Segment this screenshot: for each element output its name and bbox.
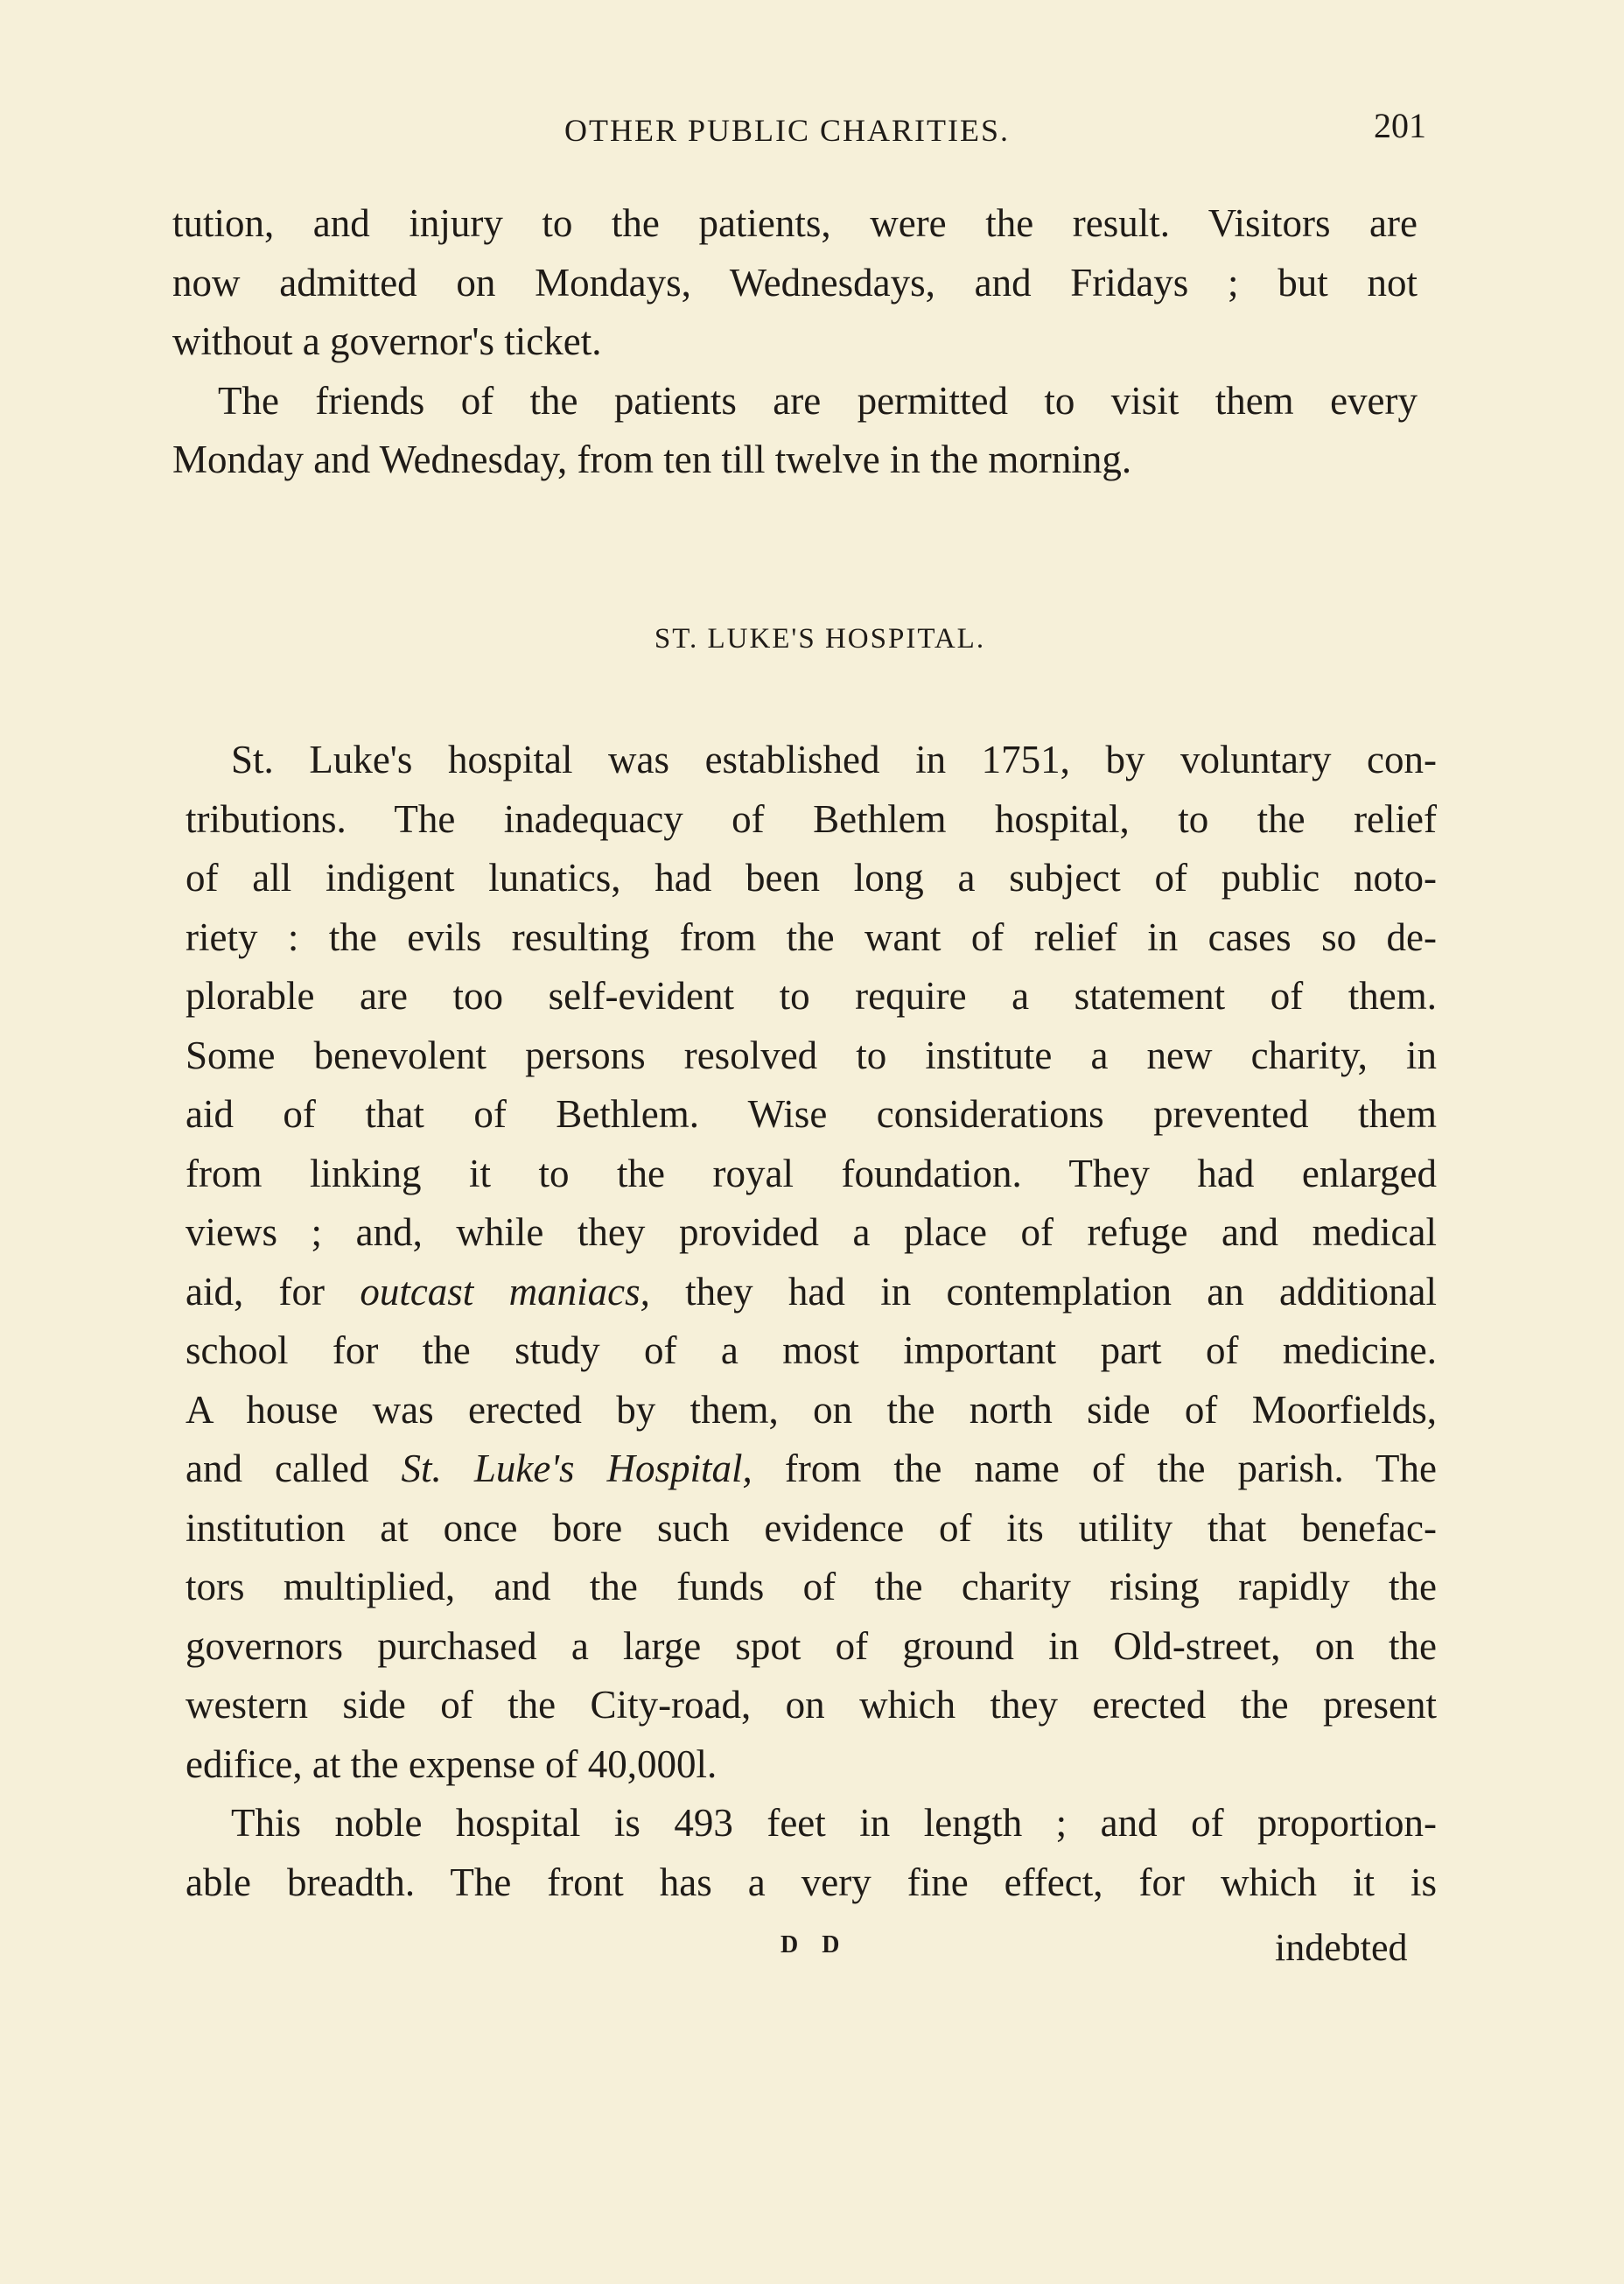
text-line: A house was erected by them, on the north side of Moorfields, — [186, 1387, 1437, 1432]
text-line: edifice, at the expense of 40,000l. — [186, 1741, 718, 1786]
text-line: tributions. The inadequacy of Bethlem hospital, to the relief — [186, 796, 1437, 841]
text-segment: aid, for — [186, 1269, 360, 1314]
page-number: 201 — [1374, 106, 1426, 145]
italic-phrase: outcast maniacs, — [360, 1269, 650, 1314]
text-line: of all indigent lunatics, had been long a subject of public noto- — [186, 856, 1437, 900]
signature-mark: D D — [780, 1931, 849, 1958]
text-line: The friends of the patients are permitted to visit them every — [218, 378, 1418, 423]
catchword: indebted — [1275, 1926, 1408, 1969]
text-line — [186, 1440, 1437, 1499]
text-line: without a governor's ticket. — [172, 319, 602, 363]
text-line: riety : the evils resulting from the want of relief in cases so de- — [186, 914, 1437, 959]
text-line: governors purchased a large spot of ground in Old-street, on the — [186, 1623, 1437, 1668]
text-line — [186, 1263, 1437, 1322]
text-segment: from the name of the parish. The — [752, 1447, 1437, 1490]
text-line: able breadth. The front has a very fine effect, for which it is — [186, 1860, 1437, 1904]
running-head-title: OTHER PUBLIC CHARITIES. — [564, 113, 1011, 148]
text-line: Some benevolent persons resolved to institute a new charity, in — [186, 1033, 1437, 1077]
text-line: views ; and, while they provided a place of refuge and medical — [186, 1210, 1437, 1254]
text-line: now admitted on Mondays, Wednesdays, and Fridays ; but not — [172, 260, 1418, 305]
text-segment: and called — [186, 1447, 402, 1490]
text-segment: they had in contemplation an additional — [649, 1269, 1437, 1314]
text-line: plorable are too self-evident to require a statement of them. — [186, 974, 1437, 1018]
text-line: This noble hospital is 493 feet in length ; and of proportion- — [231, 1801, 1437, 1845]
text-line: aid of that of Bethlem. Wise considerations prevented them — [186, 1092, 1437, 1136]
running-head — [175, 106, 1426, 156]
text-line: St. Luke's hospital was established in 1751, by voluntary con- — [231, 738, 1437, 781]
st-lukes-paragraph-block — [186, 731, 1437, 1912]
text-line: tors multiplied, and the funds of the charity rising rapidly the — [186, 1565, 1437, 1608]
text-line: western side of the City-road, on which they erected the present — [186, 1683, 1437, 1727]
italic-phrase: St. Luke's Hospital, — [401, 1447, 752, 1490]
text-line: Monday and Wednesday, from ten till twelve in the morning. — [172, 438, 1132, 481]
text-line: school for the study of a most important part of medicine. — [186, 1328, 1437, 1372]
text-line: from linking it to the royal foundation. They had enlarged — [186, 1151, 1437, 1195]
continued-paragraph-block — [172, 194, 1418, 490]
text-line: tution, and injury to the patients, were the result. Visitors are — [172, 201, 1418, 245]
section-heading: ST. LUKE'S HOSPITAL. — [654, 623, 986, 655]
text-line: institution at once bore such evidence of its utility that benefac- — [186, 1505, 1437, 1550]
